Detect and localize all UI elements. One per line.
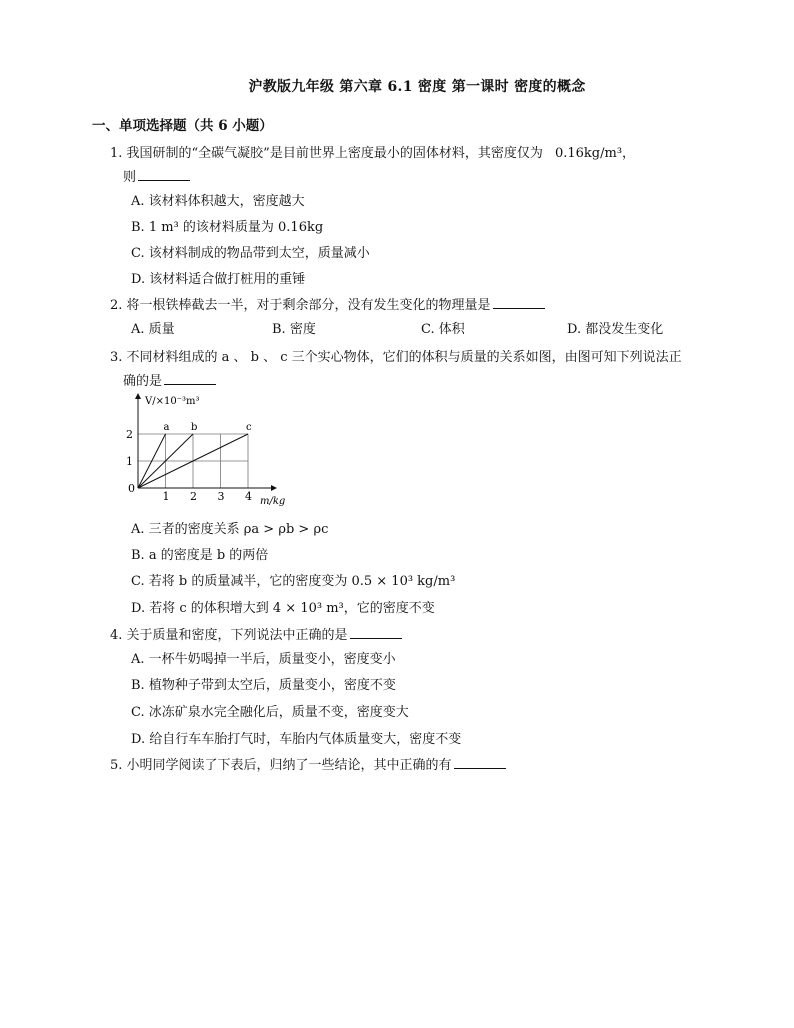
chart-series <box>138 422 252 488</box>
x-tick-label: 1 <box>162 490 170 503</box>
series-label-c: c <box>246 422 252 433</box>
answer-blank[interactable] <box>138 168 190 181</box>
question-1-option-a[interactable]: A. 该材料体积越大，密度越大 <box>131 194 305 209</box>
question-1-option-b-value: 0.16kg <box>278 220 324 235</box>
question-1-option-b[interactable] <box>131 216 323 235</box>
x-axis-label: m/kg <box>260 496 286 507</box>
question-5-stem-text: 5. 小明同学阅读了下表后，归纳了一些结论，其中正确的有 <box>110 758 452 773</box>
question-4-option-b[interactable]: B. 植物种子带到太空后，质量变小，密度不变 <box>131 678 396 693</box>
question-4-option-c[interactable]: C. 冰冻矿泉水完全融化后，质量不变，密度变大 <box>131 705 409 720</box>
chart-ticks <box>126 428 252 503</box>
question-4-stem <box>110 624 402 643</box>
answer-blank[interactable] <box>493 296 545 309</box>
series-label-a: a <box>163 422 170 433</box>
question-1-density-value: 0.16kg/m³， <box>554 146 636 161</box>
answer-blank[interactable] <box>350 626 402 639</box>
question-1-stem <box>110 142 635 161</box>
question-2-stem-text: 2. 将一根铁棒截去一半，对于剩余部分，没有发生变化的物理量是 <box>110 298 491 313</box>
question-4-option-a[interactable]: A. 一杯牛奶喝掉一半后，质量变小，密度变小 <box>131 652 396 667</box>
y-tick-label: 1 <box>126 455 133 468</box>
series-label-b: b <box>191 422 198 433</box>
x-tick-label: 2 <box>190 490 197 503</box>
answer-blank[interactable] <box>454 756 506 769</box>
section-heading: 一、单项选择题（共 6 小题） <box>92 118 273 134</box>
question-1-stem-line2 <box>123 166 190 185</box>
volume-mass-chart <box>124 392 294 512</box>
question-2-option-d[interactable]: D. 都没发生变化 <box>567 322 664 337</box>
x-tick-label: 4 <box>245 490 252 503</box>
y-axis-label: V/×10⁻³m³ <box>145 396 200 407</box>
question-5-stem <box>110 754 506 773</box>
question-3-option-c[interactable]: C. 若将 b 的质量减半，它的密度变为 0.5 × 10³ kg/m³ <box>131 574 456 589</box>
question-3-stem-text: 确的是 <box>123 374 163 389</box>
question-1-stem-text: 1. 我国研制的“全碳气凝胶”是目前世界上密度最小的固体材料，其密度仅为 <box>110 146 543 161</box>
question-4-option-d[interactable]: D. 给自行车车胎打气时，车胎内气体质量变大，密度不变 <box>131 732 462 747</box>
origin-label: 0 <box>128 482 135 495</box>
question-2-option-c[interactable]: C. 体积 <box>421 322 465 337</box>
page-title: 沪教版九年级 第六章 6.1 密度 第一课时 密度的概念 <box>248 79 586 95</box>
question-3-option-a[interactable]: A. 三者的密度关系 ρa > ρb > ρc <box>131 522 329 537</box>
question-4-stem-text: 4. 关于质量和密度，下列说法中正确的是 <box>110 628 348 643</box>
question-3-option-d[interactable]: D. 若将 c 的体积增大到 4 × 10³ m³，它的密度不变 <box>131 601 435 616</box>
question-1-stem-then: 则 <box>123 170 137 185</box>
question-1-option-c[interactable]: C. 该材料制成的物品带到太空，质量减小 <box>131 246 370 261</box>
y-tick-label: 2 <box>126 428 133 441</box>
question-3-stem-line2 <box>123 370 216 389</box>
question-2-stem <box>110 294 545 313</box>
question-1-option-b-text: B. 1 m³ 的该材料质量为 <box>131 220 279 235</box>
question-3-option-b[interactable]: B. a 的密度是 b 的两倍 <box>131 548 269 563</box>
x-tick-label: 3 <box>217 490 225 503</box>
question-2-option-b[interactable]: B. 密度 <box>272 322 316 337</box>
question-2-option-a[interactable]: A. 质量 <box>131 322 175 337</box>
question-3-stem: 3. 不同材料组成的 a 、 b 、 c 三个实心物体，它们的体积与质量的关系如图，由图可知下列说法正 <box>110 350 682 365</box>
answer-blank[interactable] <box>164 372 216 385</box>
question-1-option-d[interactable]: D. 该材料适合做打桩用的重锤 <box>131 272 306 287</box>
